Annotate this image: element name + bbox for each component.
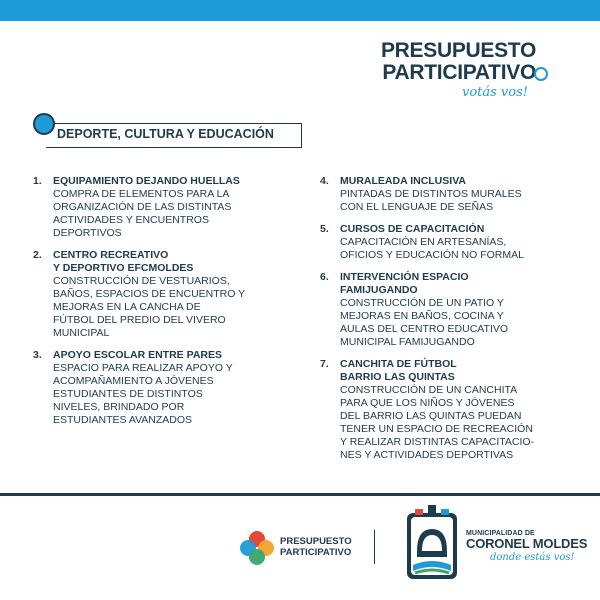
project-description: CONSTRUCCIÓN DE UN PATIO Y MEJORAS EN BAÑOS, COCINA Y AULAS DEL CENTRO EDUCATIVO MUNICIPAL FAMIJUGANDO bbox=[340, 297, 509, 348]
project-title: MURALEADA INCLUSIVA bbox=[340, 175, 466, 187]
project-title: CURSOS DE CAPACITACIÓN bbox=[340, 223, 485, 235]
circles-logo-icon bbox=[240, 531, 276, 567]
project-number: 5. bbox=[320, 223, 329, 235]
project-number: 3. bbox=[33, 349, 42, 361]
project-description: COMPRA DE ELEMENTOS PARA LA ORGANIZACIÓN DE LAS DISTINTAS ACTIVIDADES Y ENCUENTROS DEPORTIVOS bbox=[53, 188, 232, 239]
presupuesto-participativo-brand bbox=[376, 40, 536, 100]
project-item bbox=[33, 175, 273, 240]
pp-logo-text bbox=[280, 536, 352, 558]
category-title: DEPORTE, CULTURA Y EDUCACIÓN bbox=[57, 127, 274, 141]
project-description: ESPACIO PARA REALIZAR APOYO Y ACOMPAÑAMIENTO A JÓVENES ESTUDIANTES DE DISTINTOS NIVELES, BRINDADO POR ESTUDIANTES AVANZADOS bbox=[53, 362, 233, 426]
presupuesto-participativo-logo bbox=[240, 528, 360, 568]
project-description: CONSTRUCCIÓN DE VESTUARIOS, BAÑOS, ESPACIOS DE ENCUENTRO Y MEJORAS EN LA CANCHA DE FÚTBOL DEL PREDIO DEL VIVERO MUNICIPAL bbox=[53, 275, 246, 339]
brand-line-1: PRESUPUESTO bbox=[380, 39, 536, 62]
project-description: CONSTRUCCIÓN DE UN CANCHITA PARA QUE LOS NIÑOS Y JÓVENES DEL BARRIO LAS QUINTAS PUEDAN TENER UN ESPACIO DE RECREACIÓN Y REALIZAR DISTINTAS CAPACITACIO- NES Y ACTIVIDADES DEPORTIVAS bbox=[340, 384, 535, 461]
logo-separator bbox=[374, 530, 375, 564]
project-title: EQUIPAMIENTO DEJANDO HUELLAS bbox=[53, 175, 240, 187]
muni-tagline: donde estás vos! bbox=[490, 552, 575, 563]
project-description: PINTADAS DE DISTINTOS MURALES CON EL LENGUAJE DE SEÑAS bbox=[340, 188, 522, 213]
project-title: CENTRO RECREATIVO Y DEPORTIVO EFCMOLDES bbox=[53, 249, 194, 274]
project-list-left bbox=[33, 175, 273, 436]
project-item bbox=[320, 358, 550, 462]
brand-tagline: votás vos! bbox=[461, 85, 528, 100]
project-title: APOYO ESCOLAR ENTRE PARES bbox=[53, 349, 222, 361]
project-item bbox=[320, 175, 550, 214]
project-number: 6. bbox=[320, 271, 329, 283]
project-list-right bbox=[320, 175, 550, 471]
pp-logo-line-1: PRESUPUESTO bbox=[280, 536, 352, 547]
project-title: CANCHITA DE FÚTBOL BARRIO LAS QUINTAS bbox=[340, 358, 457, 383]
project-number: 7. bbox=[320, 358, 329, 370]
project-number: 4. bbox=[320, 175, 329, 187]
brand-line-2: PARTICIPATIVO bbox=[382, 61, 536, 84]
top-accent-bar bbox=[0, 0, 600, 21]
project-number: 2. bbox=[33, 249, 42, 261]
project-description: CAPACITACIÓN EN ARTESANÍAS, OFICIOS Y EDUCACIÓN NO FORMAL bbox=[340, 236, 524, 261]
project-item bbox=[33, 249, 273, 340]
project-item bbox=[320, 271, 550, 349]
project-title: INTERVENCIÓN ESPACIO FAMIJUGANDO bbox=[340, 271, 469, 296]
municipalidad-logo-text bbox=[466, 530, 596, 563]
project-item bbox=[33, 349, 273, 427]
footer-divider-line bbox=[0, 493, 600, 496]
project-number: 1. bbox=[33, 175, 42, 187]
muni-name: CORONEL MOLDES bbox=[466, 536, 588, 551]
check-icon bbox=[534, 67, 548, 81]
muni-small-text: MUNICIPALIDAD DE bbox=[466, 530, 535, 537]
project-item bbox=[320, 223, 550, 262]
pp-logo-line-2: PARTICIPATIVO bbox=[280, 547, 352, 558]
municipal-crest-icon bbox=[403, 505, 461, 585]
category-circle-icon bbox=[33, 113, 55, 135]
